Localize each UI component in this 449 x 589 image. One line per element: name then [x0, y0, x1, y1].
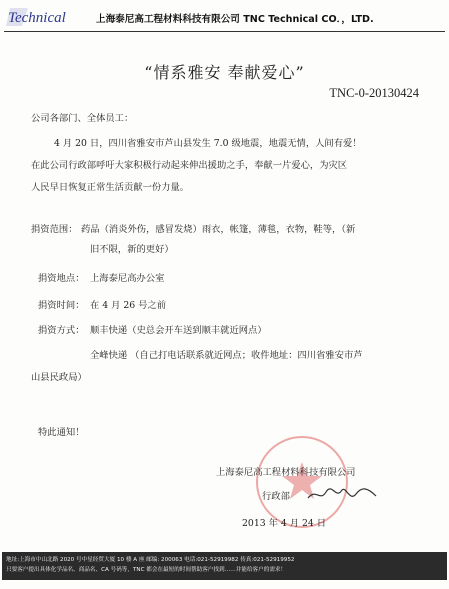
- paragraph-line: 在此公司行政部呼吁大家积极行动起来伸出援助之手，奉献一片爱心，为灾区: [31, 160, 348, 171]
- company-header: 上海泰尼高工程材料科技有限公司 TNC Technical CO．，LTD.: [96, 14, 374, 25]
- footer-bar: [2, 552, 447, 580]
- signature-company: 上海泰尼高工程材料科技有限公司: [216, 467, 356, 478]
- scope-label: 捐资范围：: [31, 224, 78, 235]
- location-label: 捐资地点：: [38, 273, 85, 284]
- time-label: 捐资时间：: [38, 300, 85, 311]
- paragraph-line: 4 月 20 日，四川省雅安市芦山县发生 7.0 级地震，地震无情，人间有爱！: [54, 138, 362, 149]
- time-value: 在 4 月 26 号之前: [90, 300, 167, 311]
- footer-slogan: 只要客户提出具体化学品名、商品名、CA 号码等，TNC 都会在最短的时间帮助客户找到……并能给客户的需求！: [6, 567, 287, 573]
- document-title: “情系雅安 奉献爱心”: [144, 63, 305, 82]
- company-seal: [252, 432, 352, 532]
- method-value: 顺丰快递（史总会开车送到顺丰就近网点）: [90, 325, 267, 336]
- letterhead: [4, 4, 445, 30]
- document-number: TNC-0-20130424: [329, 86, 419, 100]
- salutation: 公司各部门、全体员工：: [31, 113, 134, 124]
- signature-date: 2013 年 4 月 24 日: [242, 518, 327, 529]
- method-value: 山县民政局）: [31, 372, 87, 383]
- handwritten-signature: [306, 484, 378, 504]
- logo-text: Technical: [8, 10, 66, 26]
- closing-notice: 特此通知！: [38, 427, 85, 438]
- signature-department: 行政部: [262, 491, 290, 502]
- company-logo: [4, 4, 92, 30]
- header-divider: [4, 31, 445, 32]
- method-label: 捐资方式：: [38, 325, 85, 336]
- paragraph-line: 人民早日恢复正常生活贡献一份力量。: [31, 182, 190, 193]
- location-value: 上海泰尼高办公室: [90, 273, 165, 284]
- method-value: 全峰快递 （自己打电话联系就近网点；收件地址：四川省雅安市芦: [90, 350, 363, 361]
- scope-value: 药品（消炎外伤，感冒发烧）雨衣，帐篷，薄毯，衣物，鞋等，（新: [81, 224, 356, 235]
- scope-value: 旧不限，新的更好）: [90, 244, 174, 255]
- footer-address: 地址:上海市中山北路 2020 号中星经贸大厦 10 楼 A 座 邮编: 200063 电话:021-52919982 传真:021-52919952: [6, 557, 295, 563]
